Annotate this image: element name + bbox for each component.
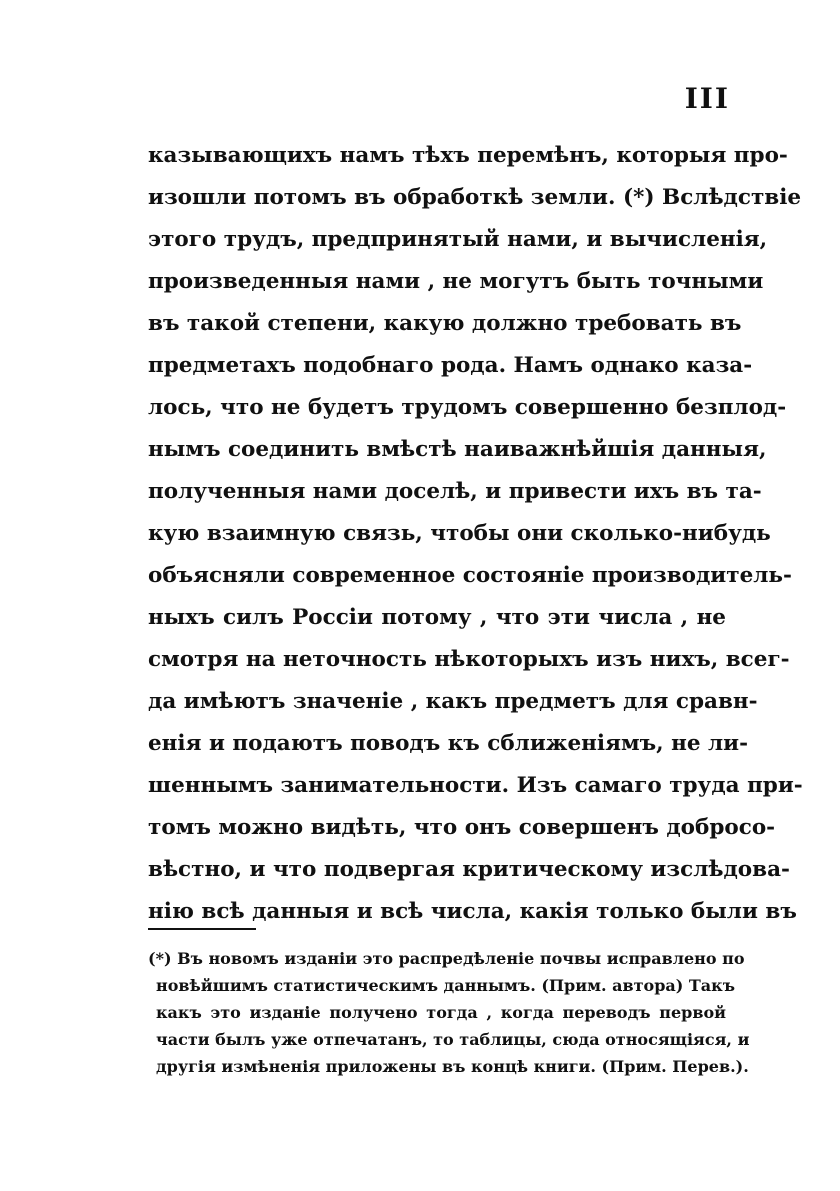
- body-line: произведенныя нами , не могутъ быть точными: [148, 269, 764, 294]
- body-line: предметахъ подобнаго рода. Намъ однако каза-: [148, 353, 753, 378]
- body-line: нымъ соединить вмѣстѣ наиважнѣйшія данныя,: [148, 437, 767, 462]
- body-line: енія и подаютъ поводъ къ сближеніямъ, не ли-: [148, 731, 749, 756]
- body-line: кую взаимную связь, чтобы они сколько-нибудь: [148, 521, 771, 546]
- body-line: шеннымъ занимательности. Изъ самаго труда при-: [148, 773, 803, 798]
- body-line: изошли потомъ въ обработкѣ земли. (*) Вслѣдствіе: [148, 185, 802, 210]
- body-line: объясняли современное состояніе производитель-: [148, 563, 792, 588]
- footnote: [148, 945, 750, 1080]
- body-line: ныхъ силъ Россіи потому , что эти числа , не: [148, 605, 726, 630]
- footnote-line: новѣйшимъ статистическимъ даннымъ. (Прим. автора) Такъ: [156, 976, 735, 995]
- body-line: томъ можно видѣть, что онъ совершенъ добросо-: [148, 815, 776, 840]
- body-line: казывающихъ намъ тѣхъ перемѣнъ, которыя про-: [148, 143, 788, 168]
- footnote-line: какъ это изданіе получено тогда , когда переводъ первой: [156, 1003, 726, 1022]
- body-line: въ такой степени, какую должно требовать въ: [148, 311, 742, 336]
- footnote-separator: [148, 928, 256, 930]
- body-line: да имѣютъ значеніе , какъ предметъ для сравн-: [148, 689, 758, 714]
- page-number: III: [684, 82, 730, 115]
- body-line: нію всѣ данныя и всѣ числа, какія только были въ: [148, 899, 797, 924]
- body-line: этого трудъ, предпринятый нами, и вычисленія,: [148, 227, 768, 252]
- footnote-line: (*) Въ новомъ изданіи это распредѣленіе почвы исправлено по: [148, 949, 745, 968]
- body-line: лось, что не будетъ трудомъ совершенно безплод-: [148, 395, 787, 420]
- body-line: полученныя нами доселѣ, и привести ихъ въ та-: [148, 479, 762, 504]
- footnote-line: части былъ уже отпечатанъ, то таблицы, сюда относящіяся, и: [156, 1030, 750, 1049]
- body-line: смотря на неточность нѣкоторыхъ изъ нихъ, всег-: [148, 647, 790, 672]
- footnote-line: другія измѣненія приложены въ концѣ книги. (Прим. Перев.).: [156, 1057, 749, 1076]
- body-text: [148, 135, 803, 933]
- body-line: вѣстно, и что подвергая критическому изслѣдова-: [148, 857, 790, 882]
